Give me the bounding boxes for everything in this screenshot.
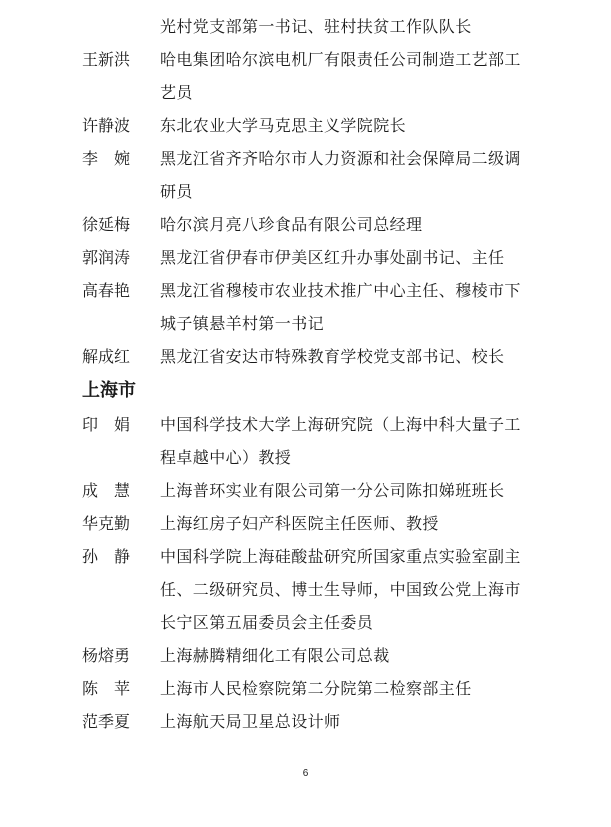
list-entry [82,408,552,474]
list-entry [82,672,552,705]
title-line: 黑龙江省安达市特殊教育学校党支部书记、校长 [160,347,505,366]
person-title [160,340,540,373]
title-line: 城子镇悬羊村第一书记 [160,314,325,333]
title-line: 上海普环实业有限公司第一分公司陈扣娣班班长 [160,481,505,500]
person-title [160,507,540,540]
title-line: 中国科学院上海硅酸盐研究所国家重点实验室副主 [160,547,521,566]
title-line: 程卓越中心）教授 [160,448,292,467]
title-line: 上海航天局卫星总设计师 [160,712,341,731]
person-name: 杨熔勇 [82,646,131,665]
title-line: 黑龙江省伊春市伊美区红升办事处副书记、主任 [160,248,505,267]
title-line: 上海红房子妇产科医院主任医师、教授 [160,514,439,533]
list-entry [82,507,552,540]
person-title [160,208,540,241]
title-line: 黑龙江省齐齐哈尔市人力资源和社会保障局二级调 [160,149,521,168]
person-name: 印 娟 [82,415,131,434]
list-entry [82,340,552,373]
title-line: 黑龙江省穆棱市农业技术推广中心主任、穆棱市下 [160,281,521,300]
person-title [160,109,540,142]
person-title [160,408,540,474]
list-entry [82,43,552,109]
person-name: 范季夏 [82,712,131,731]
person-title [160,241,540,274]
person-name: 许静波 [82,116,131,135]
person-name: 高春艳 [82,281,131,300]
person-title [160,672,540,705]
person-name: 孙 静 [82,547,131,566]
person-title [160,705,540,738]
person-title [160,474,540,507]
list-entry [82,109,552,142]
title-line: 艺员 [160,83,193,102]
person-name: 成 慧 [82,481,131,500]
person-name: 解成红 [82,347,131,366]
title-line: 上海市人民检察院第二分院第二检察部主任 [160,679,472,698]
person-name: 李 婉 [82,149,131,168]
heilongjiang-list [82,43,552,373]
title-line: 上海赫腾精细化工有限公司总裁 [160,646,390,665]
list-entry [82,241,552,274]
list-entry [82,639,552,672]
section-title-shanghai: 上海市 [82,380,136,401]
person-title [160,43,540,109]
list-entry [82,274,552,340]
person-name: 徐延梅 [82,215,131,234]
person-title [160,142,540,208]
title-line: 东北农业大学马克思主义学院院长 [160,116,407,135]
person-name: 郭润涛 [82,248,131,267]
list-entry [82,540,552,639]
page-number: 6 [302,768,309,779]
person-title [160,639,540,672]
title-line: 研员 [160,182,193,201]
person-title [160,274,540,340]
list-entry [82,208,552,241]
shanghai-list [82,408,552,738]
title-line: 任、二级研究员、博士生导师，中国致公党上海市 [160,580,521,599]
person-name: 华克勤 [82,514,131,533]
list-entry [82,705,552,738]
person-title [160,540,540,639]
list-entry [82,474,552,507]
person-name: 陈 苹 [82,679,131,698]
title-line: 长宁区第五届委员会主任委员 [160,613,374,632]
person-name: 王新洪 [82,50,131,69]
document-content [82,10,552,738]
title-line: 哈尔滨月亮八珍食品有限公司总经理 [160,215,423,234]
title-line: 中国科学技术大学上海研究院（上海中科大量子工 [160,415,521,434]
list-entry [82,142,552,208]
continuation-line: 光村党支部第一书记、驻村扶贫工作队队长 [160,17,472,36]
title-line: 哈电集团哈尔滨电机厂有限责任公司制造工艺部工 [160,50,521,69]
